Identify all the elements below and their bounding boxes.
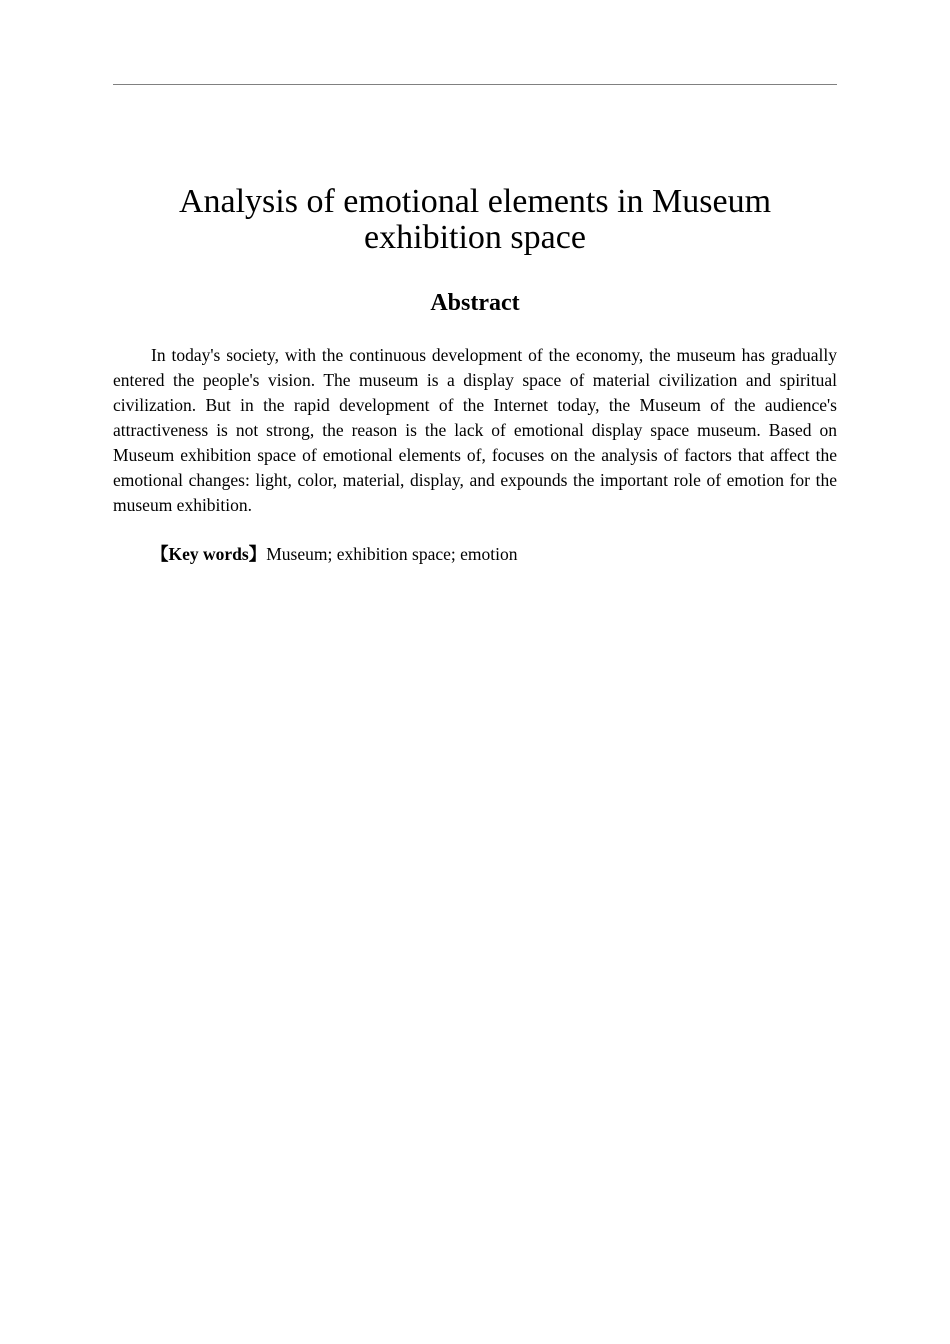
abstract-text: In today's society, with the continuous development of the economy, the museum has gradually entered the people's vision. The museum is a display space of material civilization and spiritual civilization. But in the rapid development of the Internet today, the Museum of the audience's attractiveness is not strong, the reason is the lack of emotional display space museum. Based on Museum exhibition space of emotional elements of, focuses on the analysis of factors that affect the emotional changes: light, color, material, display, and expounds the important role of emotion for the museum exhibition. — [113, 345, 837, 515]
header-rule — [113, 84, 837, 85]
keywords-label: 【Key words】 — [151, 544, 267, 564]
abstract-heading: Abstract — [430, 290, 520, 316]
keywords-line — [151, 542, 837, 567]
keywords-value: Museum; exhibition space; emotion — [266, 544, 518, 564]
paper-title: Analysis of emotional elements in Museum exhibition space — [178, 183, 772, 256]
